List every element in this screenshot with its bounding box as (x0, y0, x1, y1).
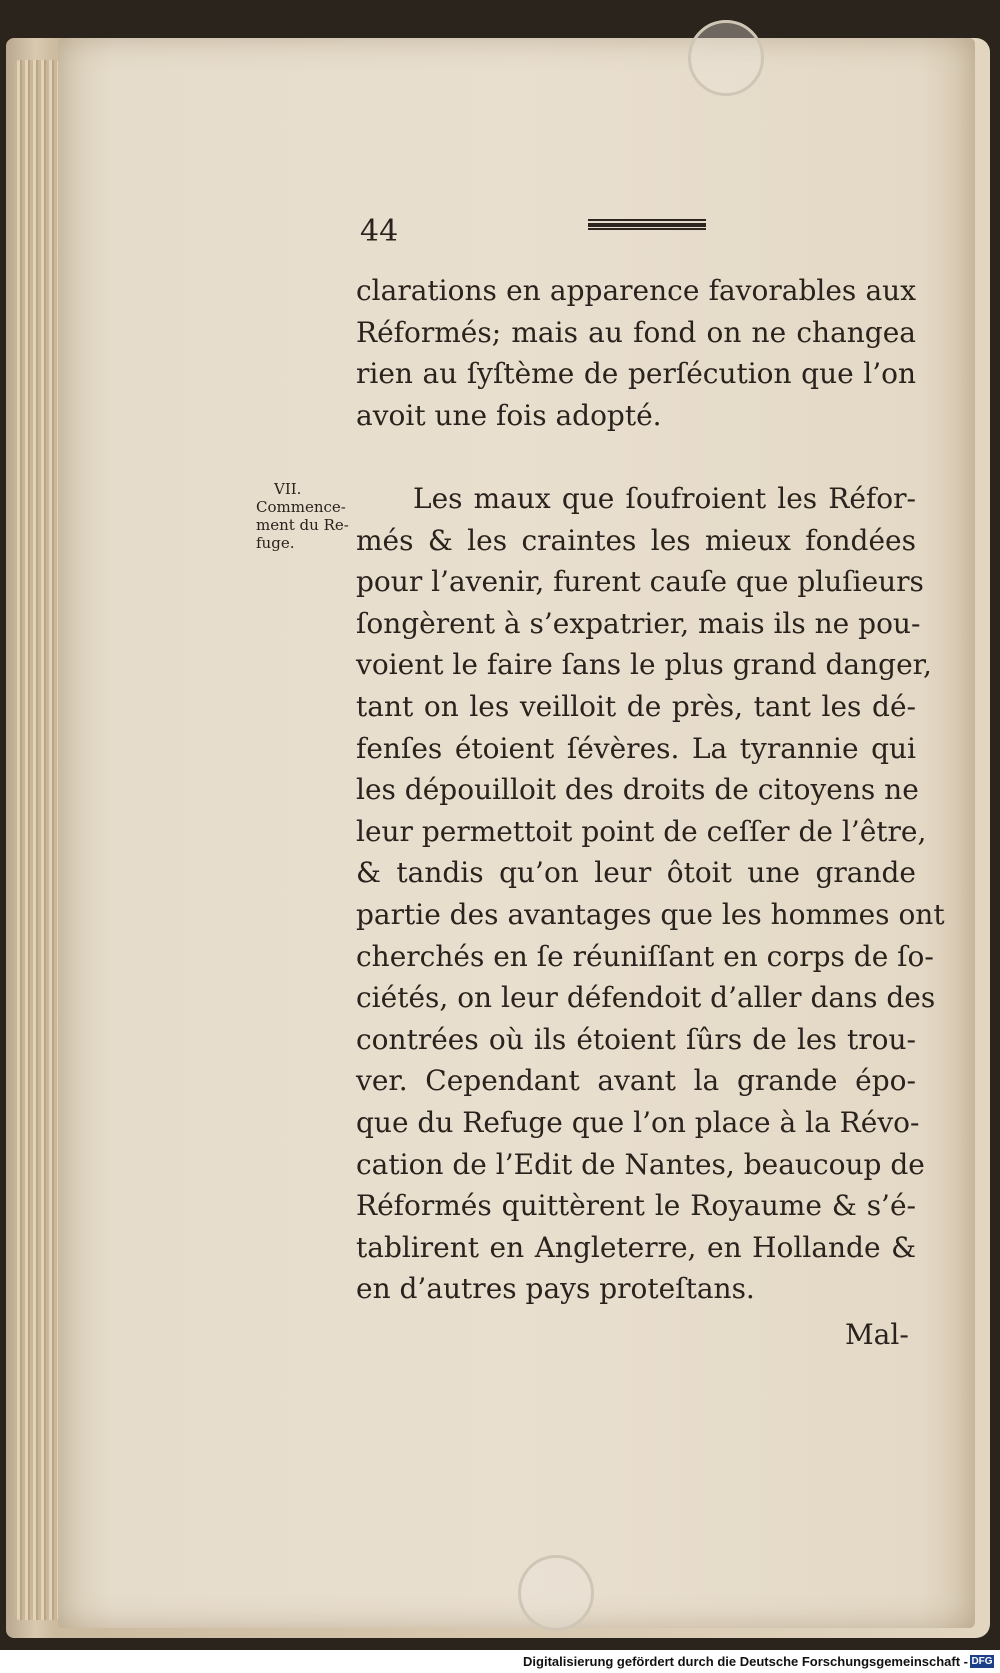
page-clip-top (688, 20, 764, 96)
page-edges (14, 60, 60, 1620)
text-line: les dépouilloit des droits de citoyens ne (356, 773, 919, 807)
margin-note (256, 480, 349, 552)
paragraph-2 (356, 478, 945, 1310)
text-line: Réformés quittèrent le Royaume & s’é- (356, 1189, 916, 1223)
text-line: Réformés; mais au fond on ne changea (356, 315, 916, 349)
text-line: pour l’avenir, furent cauſe que pluſieurs (356, 565, 924, 599)
page-number: 44 (360, 214, 399, 249)
margin-note-line: ment du Re- (256, 516, 349, 534)
text-line: ver. Cependant avant la grande épo- (356, 1064, 916, 1098)
text-line: tant on les veilloit de près, tant les dé- (356, 689, 916, 723)
text-line: tablirent en Angleterre, en Hollande & (356, 1230, 916, 1264)
text-line: leur permettoit point de ceſſer de l’être, (356, 814, 927, 848)
text-line: cation de l’Edit de Nantes, beaucoup de (356, 1147, 925, 1181)
header-rule (588, 219, 706, 230)
catchword: Mal- (845, 1318, 909, 1351)
text-line: ſongèrent à s’expatrier, mais ils ne pou- (356, 606, 921, 640)
text-line: en d’autres pays proteſtans. (356, 1272, 755, 1306)
footer-credit: Digitalisierung gefördert durch die Deutsche Forschungsgemeinschaft - (523, 1654, 968, 1669)
paragraph-1 (356, 270, 916, 436)
text-line: & tandis qu’on leur ôtoit une grande (356, 856, 916, 890)
text-line: avoit une fois adopté. (356, 398, 662, 432)
page-clip-bottom (518, 1555, 594, 1631)
dfg-logo-icon: DFG (971, 1656, 993, 1667)
text-line: Les maux que ſoufroient les Réfor- (413, 482, 916, 515)
margin-note-line: fuge. (256, 534, 295, 552)
text-line: més & les craintes les mieux fondées (356, 523, 916, 557)
text-line: clarations en apparence favorables aux (356, 274, 916, 307)
text-line: rien au ſyſtème de perſécution que l’on (356, 357, 916, 391)
text-line: contrées où ils étoient ſûrs de les trou- (356, 1022, 916, 1056)
margin-note-line: Commence- (256, 498, 346, 516)
text-line: que du Refuge que l’on place à la Révo- (356, 1105, 920, 1139)
text-line: partie des avantages que les hommes ont (356, 897, 945, 931)
text-line: voient le faire ſans le plus grand danger, (356, 648, 932, 682)
text-line: cherchés en ſe réuniſſant en corps de ſo- (356, 939, 934, 973)
margin-note-line: VII. (274, 480, 302, 498)
text-line: ciétés, on leur défendoit d’aller dans des (356, 981, 936, 1015)
text-line: fenſes étoient ſévères. La tyrannie qui (356, 731, 916, 765)
